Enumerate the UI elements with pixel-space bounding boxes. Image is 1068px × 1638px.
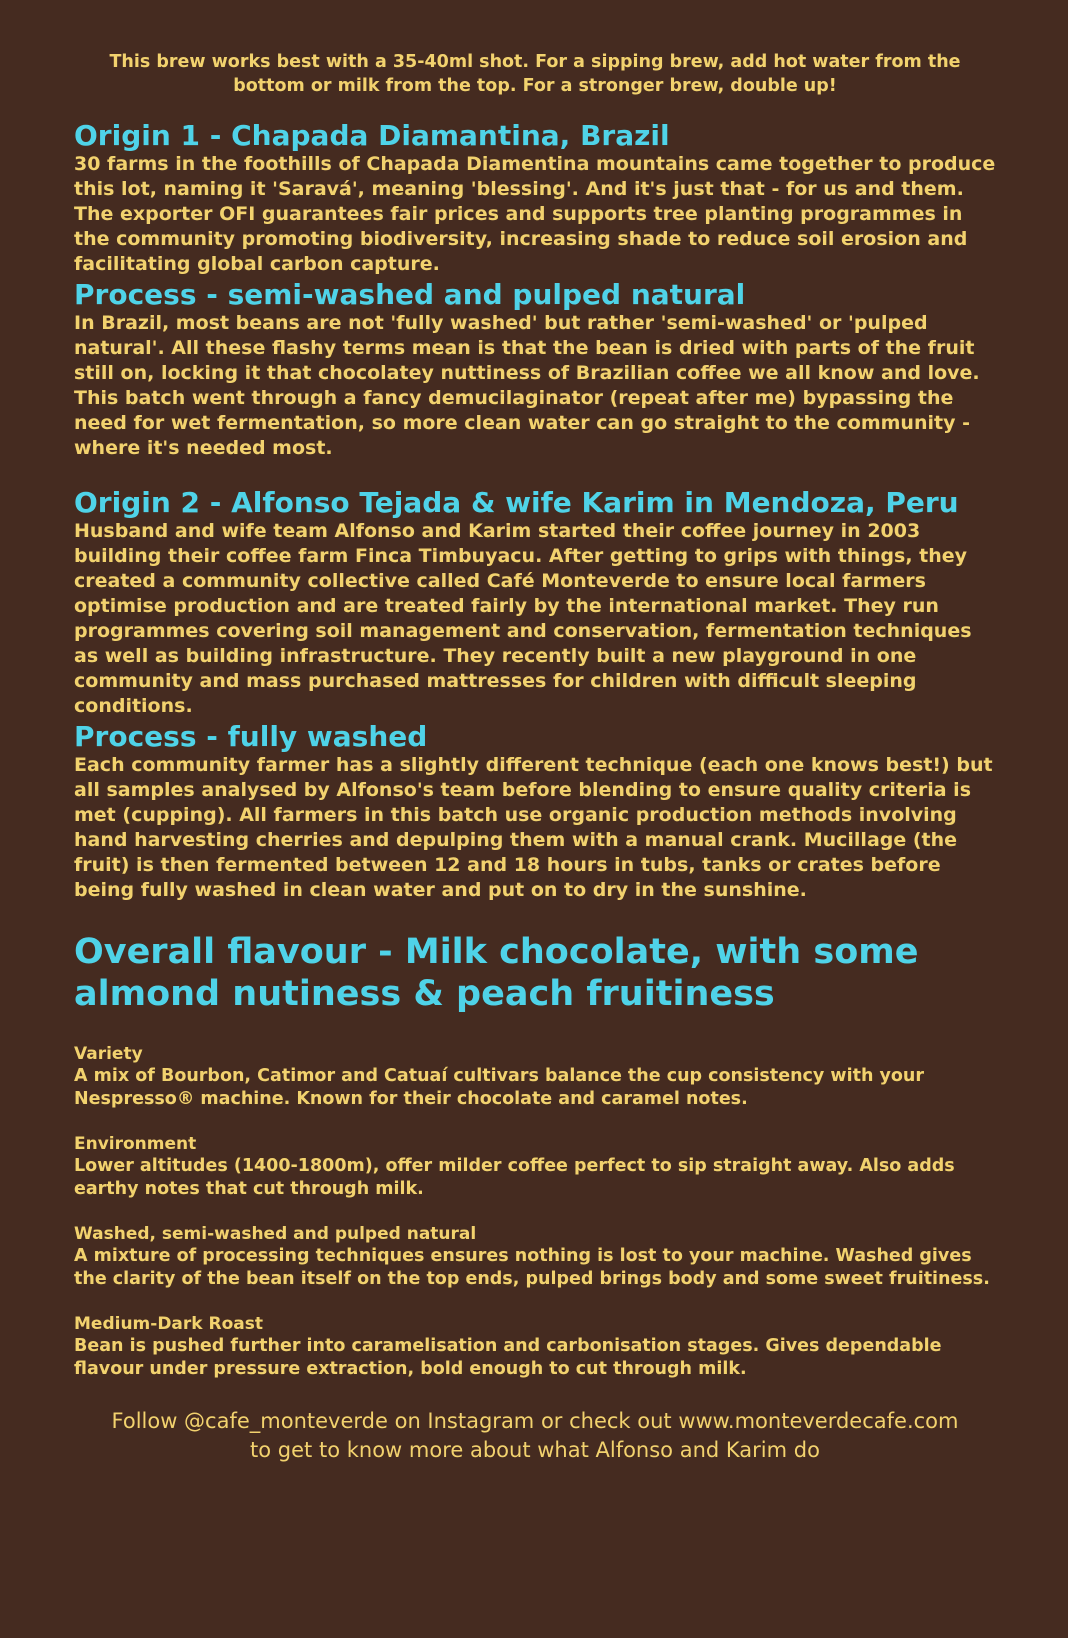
origin-1-heading: Origin 1 - Chapada Diamantina, Brazil bbox=[74, 119, 670, 152]
origin-2-heading: Origin 2 - Alfonso Tejada & wife Karim in Mendoza, Peru bbox=[74, 486, 959, 519]
footer-line-1: Follow @cafe_monteverde on Instagram or check out www.monteverdecafe.com bbox=[111, 1409, 959, 1433]
note-title: Washed, semi-washed and pulped natural bbox=[74, 1224, 477, 1244]
note-title: Medium-Dark Roast bbox=[74, 1314, 263, 1334]
origin-2-section bbox=[74, 487, 996, 903]
note-variety bbox=[74, 1043, 996, 1111]
tasting-notes bbox=[74, 1043, 996, 1381]
origin-1-process-text: In Brazil, most beans are not 'fully washed' but rather 'semi-washed' or 'pulped natural'. All these flashy terms mean is that the bean is dried with parts of the fruit still on, locking it that chocolatey nuttiness of Brazilian coffee we all know and love. This batch went through a fancy demucilaginator (repeat after me) bypassing the need for wet fermentation, so more clean water can go straight to the community - where it's needed most. bbox=[74, 312, 980, 459]
note-text: A mixture of processing techniques ensures nothing is lost to your machine. Washed gives the clarity of the bean itself on the top ends, pulped brings body and some sweet fruitiness. bbox=[74, 1246, 990, 1289]
origin-2-text: Husband and wife team Alfonso and Karim started their coffee journey in 2003 building their coffee farm Finca Timbuyacu. After getting to grips with things, they created a community collective called Café Monteverde to ensure local farmers optimise production and are treated fairly by the international market. They run programmes covering soil management and conservation, fermentation techniques as well as building infrastructure. They recently built a new playground in one community and mass purchased mattresses for children with difficult sleeping conditions. bbox=[74, 520, 972, 717]
footer-line-2: to get to know more about what Alfonso and Karim do bbox=[250, 1438, 820, 1462]
note-text: Bean is pushed further into caramelisation and carbonisation stages. Gives dependable flavour under pressure extraction, bold enough to cut through milk. bbox=[74, 1336, 942, 1379]
origin-1-process-heading: Process - semi-washed and pulped natural bbox=[74, 278, 746, 311]
note-roast bbox=[74, 1313, 996, 1381]
note-text: Lower altitudes (1400-1800m), offer milder coffee perfect to sip straight away. Also adds earthy notes that cut through milk. bbox=[74, 1156, 955, 1199]
origin-1-text: 30 farms in the foothills of Chapada Diamentina mountains came together to produce this lot, naming it 'Saravá', meaning 'blessing'. And it's just that - for us and them. The exporter OFI guarantees fair prices and supports tree planting programmes in the community promoting biodiversity, increasing shade to reduce soil erosion and facilitating global carbon capture. bbox=[74, 153, 996, 275]
origin-1-section bbox=[74, 120, 996, 461]
note-title: Environment bbox=[74, 1134, 197, 1154]
note-text: A mix of Bourbon, Catimor and Catuaí cultivars balance the cup consistency with your Nespresso® machine. Known for their chocolate and caramel notes. bbox=[74, 1066, 925, 1109]
note-environment bbox=[74, 1133, 996, 1201]
note-title: Variety bbox=[74, 1044, 143, 1064]
brew-instructions: This brew works best with a 35-40ml shot. For a sipping brew, add hot water from the bottom or milk from the top. For a stronger brew, double up! bbox=[109, 52, 961, 96]
origin-2-process-text: Each community farmer has a slightly different technique (each one knows best!) but all samples analysed by Alfonso's team before blending to ensure quality criteria is met (cupping). All farmers in this batch use organic production methods involving hand harvesting cherries and depulping them with a manual crank. Mucillage (the fruit) is then fermented between 12 and 18 hours in tubs, tanks or crates before being fully washed in clean water and put on to dry in the sunshine. bbox=[74, 754, 993, 901]
note-processing bbox=[74, 1223, 996, 1291]
overall-flavour-heading: Overall flavour - Milk chocolate, with some almond nutiness & peach fruitiness bbox=[74, 932, 919, 1014]
origin-2-process-heading: Process - fully washed bbox=[74, 720, 428, 753]
footer bbox=[74, 1407, 996, 1465]
